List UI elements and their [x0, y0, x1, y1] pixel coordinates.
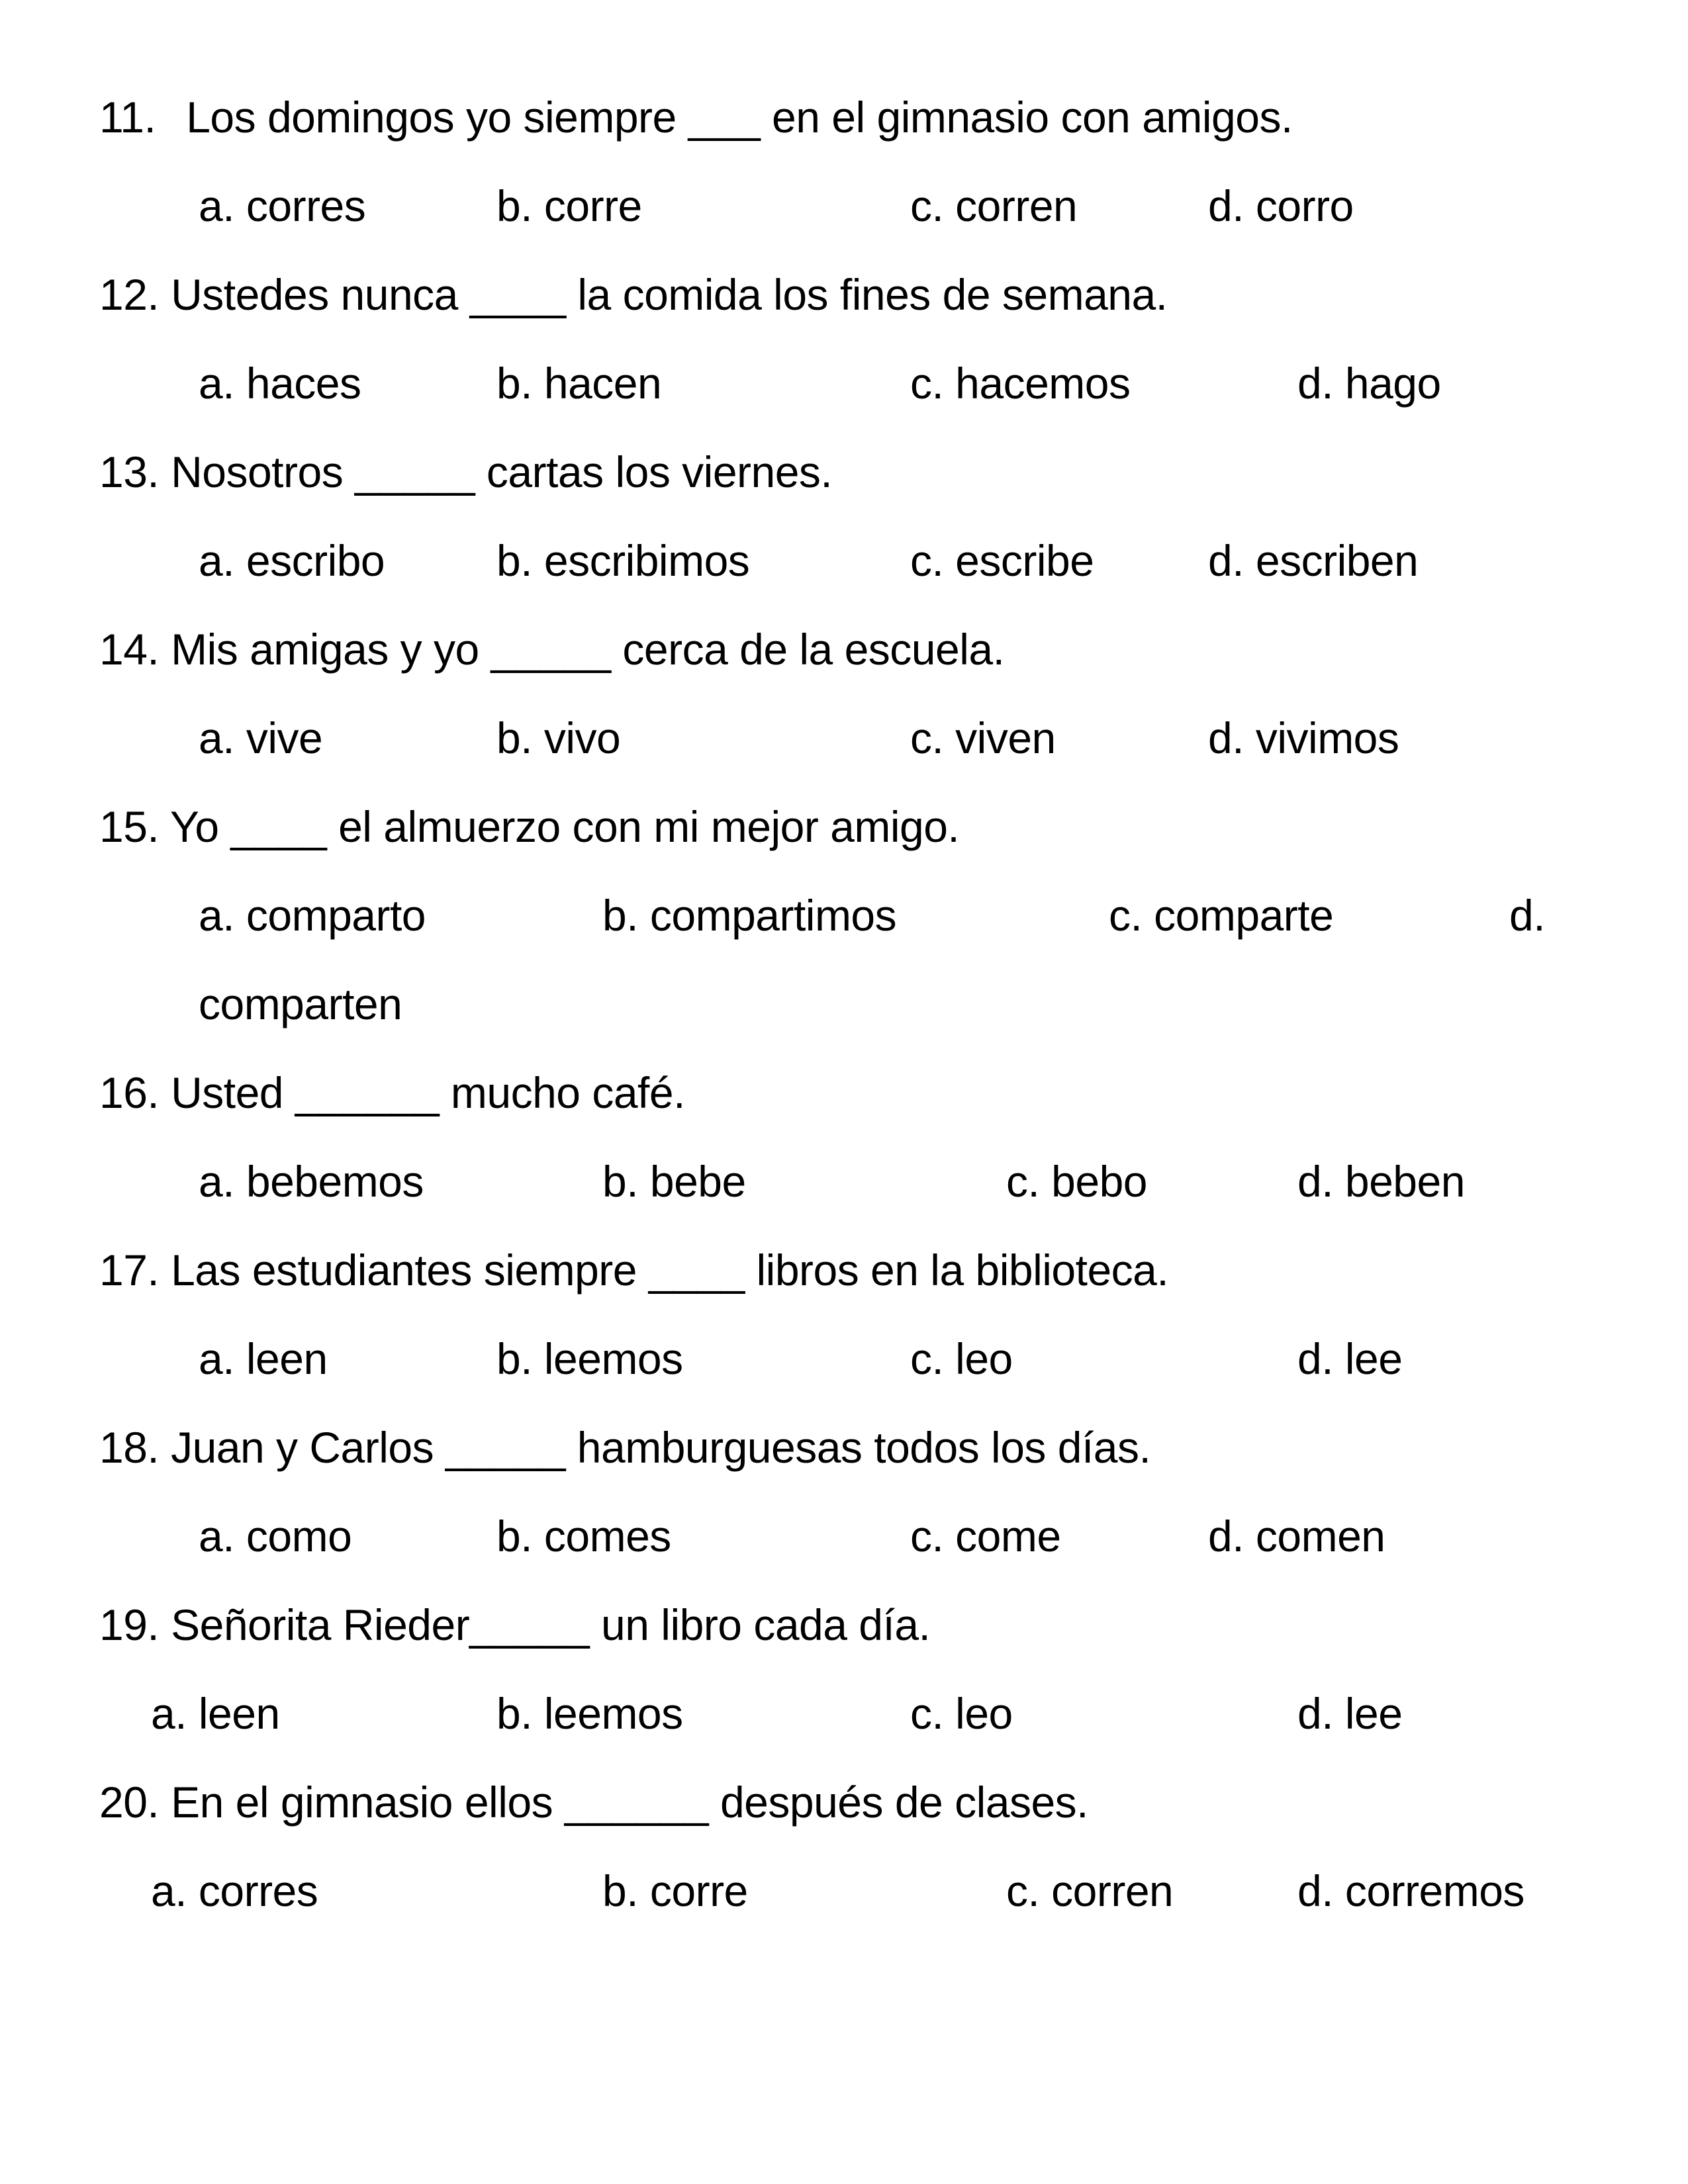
option-a: a. vive [199, 713, 323, 762]
question-text: Juan y Carlos _____ hamburguesas todos los días. [171, 1423, 1151, 1472]
option-d-continuation: comparten [199, 979, 402, 1028]
option-b: b. bebe [602, 1157, 746, 1206]
question-number: 14. [99, 625, 160, 674]
option-b: b. compartimos [602, 891, 897, 940]
question-13 [0, 428, 1688, 605]
question-12 [0, 250, 1688, 428]
question-prompt [0, 1758, 1688, 1846]
option-d: d. lee [1297, 1689, 1403, 1738]
question-text: Señorita Rieder_____ un libro cada día. [171, 1600, 931, 1649]
options-row [0, 1846, 1688, 1935]
question-prompt [0, 782, 1688, 871]
question-prompt [0, 605, 1688, 694]
option-c: c. leo [910, 1689, 1013, 1738]
question-prompt [0, 1048, 1688, 1137]
option-d: d. hago [1297, 359, 1441, 408]
option-b: b. corre [496, 181, 642, 230]
option-c: c. corren [910, 181, 1078, 230]
question-16 [0, 1048, 1688, 1226]
question-text: Mis amigas y yo _____ cerca de la escuela. [171, 625, 1005, 674]
question-20 [0, 1758, 1688, 1935]
question-17 [0, 1226, 1688, 1403]
options-row [0, 1137, 1688, 1226]
option-b: b. escribimos [496, 536, 750, 585]
option-a: a. leen [199, 1334, 328, 1383]
question-number: 19. [99, 1600, 160, 1649]
options-row [0, 1314, 1688, 1403]
question-text: Nosotros _____ cartas los viernes. [171, 447, 833, 496]
question-number: 18. [99, 1423, 160, 1472]
option-c: c. escribe [910, 536, 1094, 585]
option-a: a. como [199, 1512, 352, 1561]
question-text: Las estudiantes siempre ____ libros en la biblioteca. [171, 1246, 1169, 1295]
option-a: a. haces [199, 359, 361, 408]
option-a: a. comparto [199, 891, 426, 940]
option-d: d. vivimos [1208, 713, 1399, 762]
question-number: 16. [99, 1068, 160, 1117]
option-c: c. viven [910, 713, 1056, 762]
option-d: d. corremos [1297, 1866, 1524, 1915]
options-row [0, 694, 1688, 782]
options-row-continuation [0, 960, 1688, 1048]
question-11 [0, 73, 1688, 250]
question-prompt [0, 428, 1688, 516]
question-text: Los domingos yo siempre ___ en el gimnasio con amigos. [186, 93, 1293, 142]
option-a: a. corres [199, 181, 366, 230]
question-14 [0, 605, 1688, 782]
option-b: b. corre [602, 1866, 748, 1915]
option-a: a. escribo [199, 536, 385, 585]
option-b: b. hacen [496, 359, 662, 408]
question-18 [0, 1403, 1688, 1580]
option-b: b. vivo [496, 713, 621, 762]
question-15 [0, 782, 1688, 1048]
option-d: d. [1509, 891, 1546, 940]
question-number: 17. [99, 1246, 160, 1295]
option-c: c. corren [1006, 1866, 1174, 1915]
option-b: b. comes [496, 1512, 671, 1561]
option-b: b. leemos [496, 1689, 683, 1738]
question-prompt [0, 73, 1688, 161]
option-a: a. bebemos [199, 1157, 424, 1206]
option-d: d. escriben [1208, 536, 1419, 585]
question-number: 13. [99, 447, 160, 496]
question-number: 20. [99, 1778, 160, 1827]
question-text: Usted ______ mucho café. [171, 1068, 685, 1117]
options-row [0, 161, 1688, 250]
question-text: En el gimnasio ellos ______ después de clases. [171, 1778, 1089, 1827]
options-row [0, 1669, 1688, 1758]
option-c: c. comparte [1109, 891, 1334, 940]
options-row [0, 339, 1688, 428]
option-c: c. come [910, 1512, 1061, 1561]
option-d: d. comen [1208, 1512, 1385, 1561]
question-prompt [0, 1226, 1688, 1314]
question-prompt [0, 1580, 1688, 1669]
option-d: d. lee [1297, 1334, 1403, 1383]
question-prompt [0, 1403, 1688, 1492]
option-c: c. leo [910, 1334, 1013, 1383]
worksheet-content [0, 73, 1688, 1935]
option-d: d. corro [1208, 181, 1354, 230]
option-d: d. beben [1297, 1157, 1465, 1206]
options-row [0, 1492, 1688, 1580]
option-a: a. leen [151, 1689, 280, 1738]
question-number: 12. [99, 270, 160, 319]
options-row [0, 516, 1688, 605]
question-text: Yo ____ el almuerzo con mi mejor amigo. [169, 802, 960, 851]
question-number: 15. [99, 802, 160, 851]
question-19 [0, 1580, 1688, 1758]
option-b: b. leemos [496, 1334, 683, 1383]
options-row [0, 871, 1688, 960]
option-c: c. hacemos [910, 359, 1131, 408]
question-prompt [0, 250, 1688, 339]
option-c: c. bebo [1006, 1157, 1147, 1206]
option-a: a. corres [151, 1866, 318, 1915]
question-text: Ustedes nunca ____ la comida los fines de semana. [171, 270, 1168, 319]
question-number: 11. [99, 93, 156, 142]
